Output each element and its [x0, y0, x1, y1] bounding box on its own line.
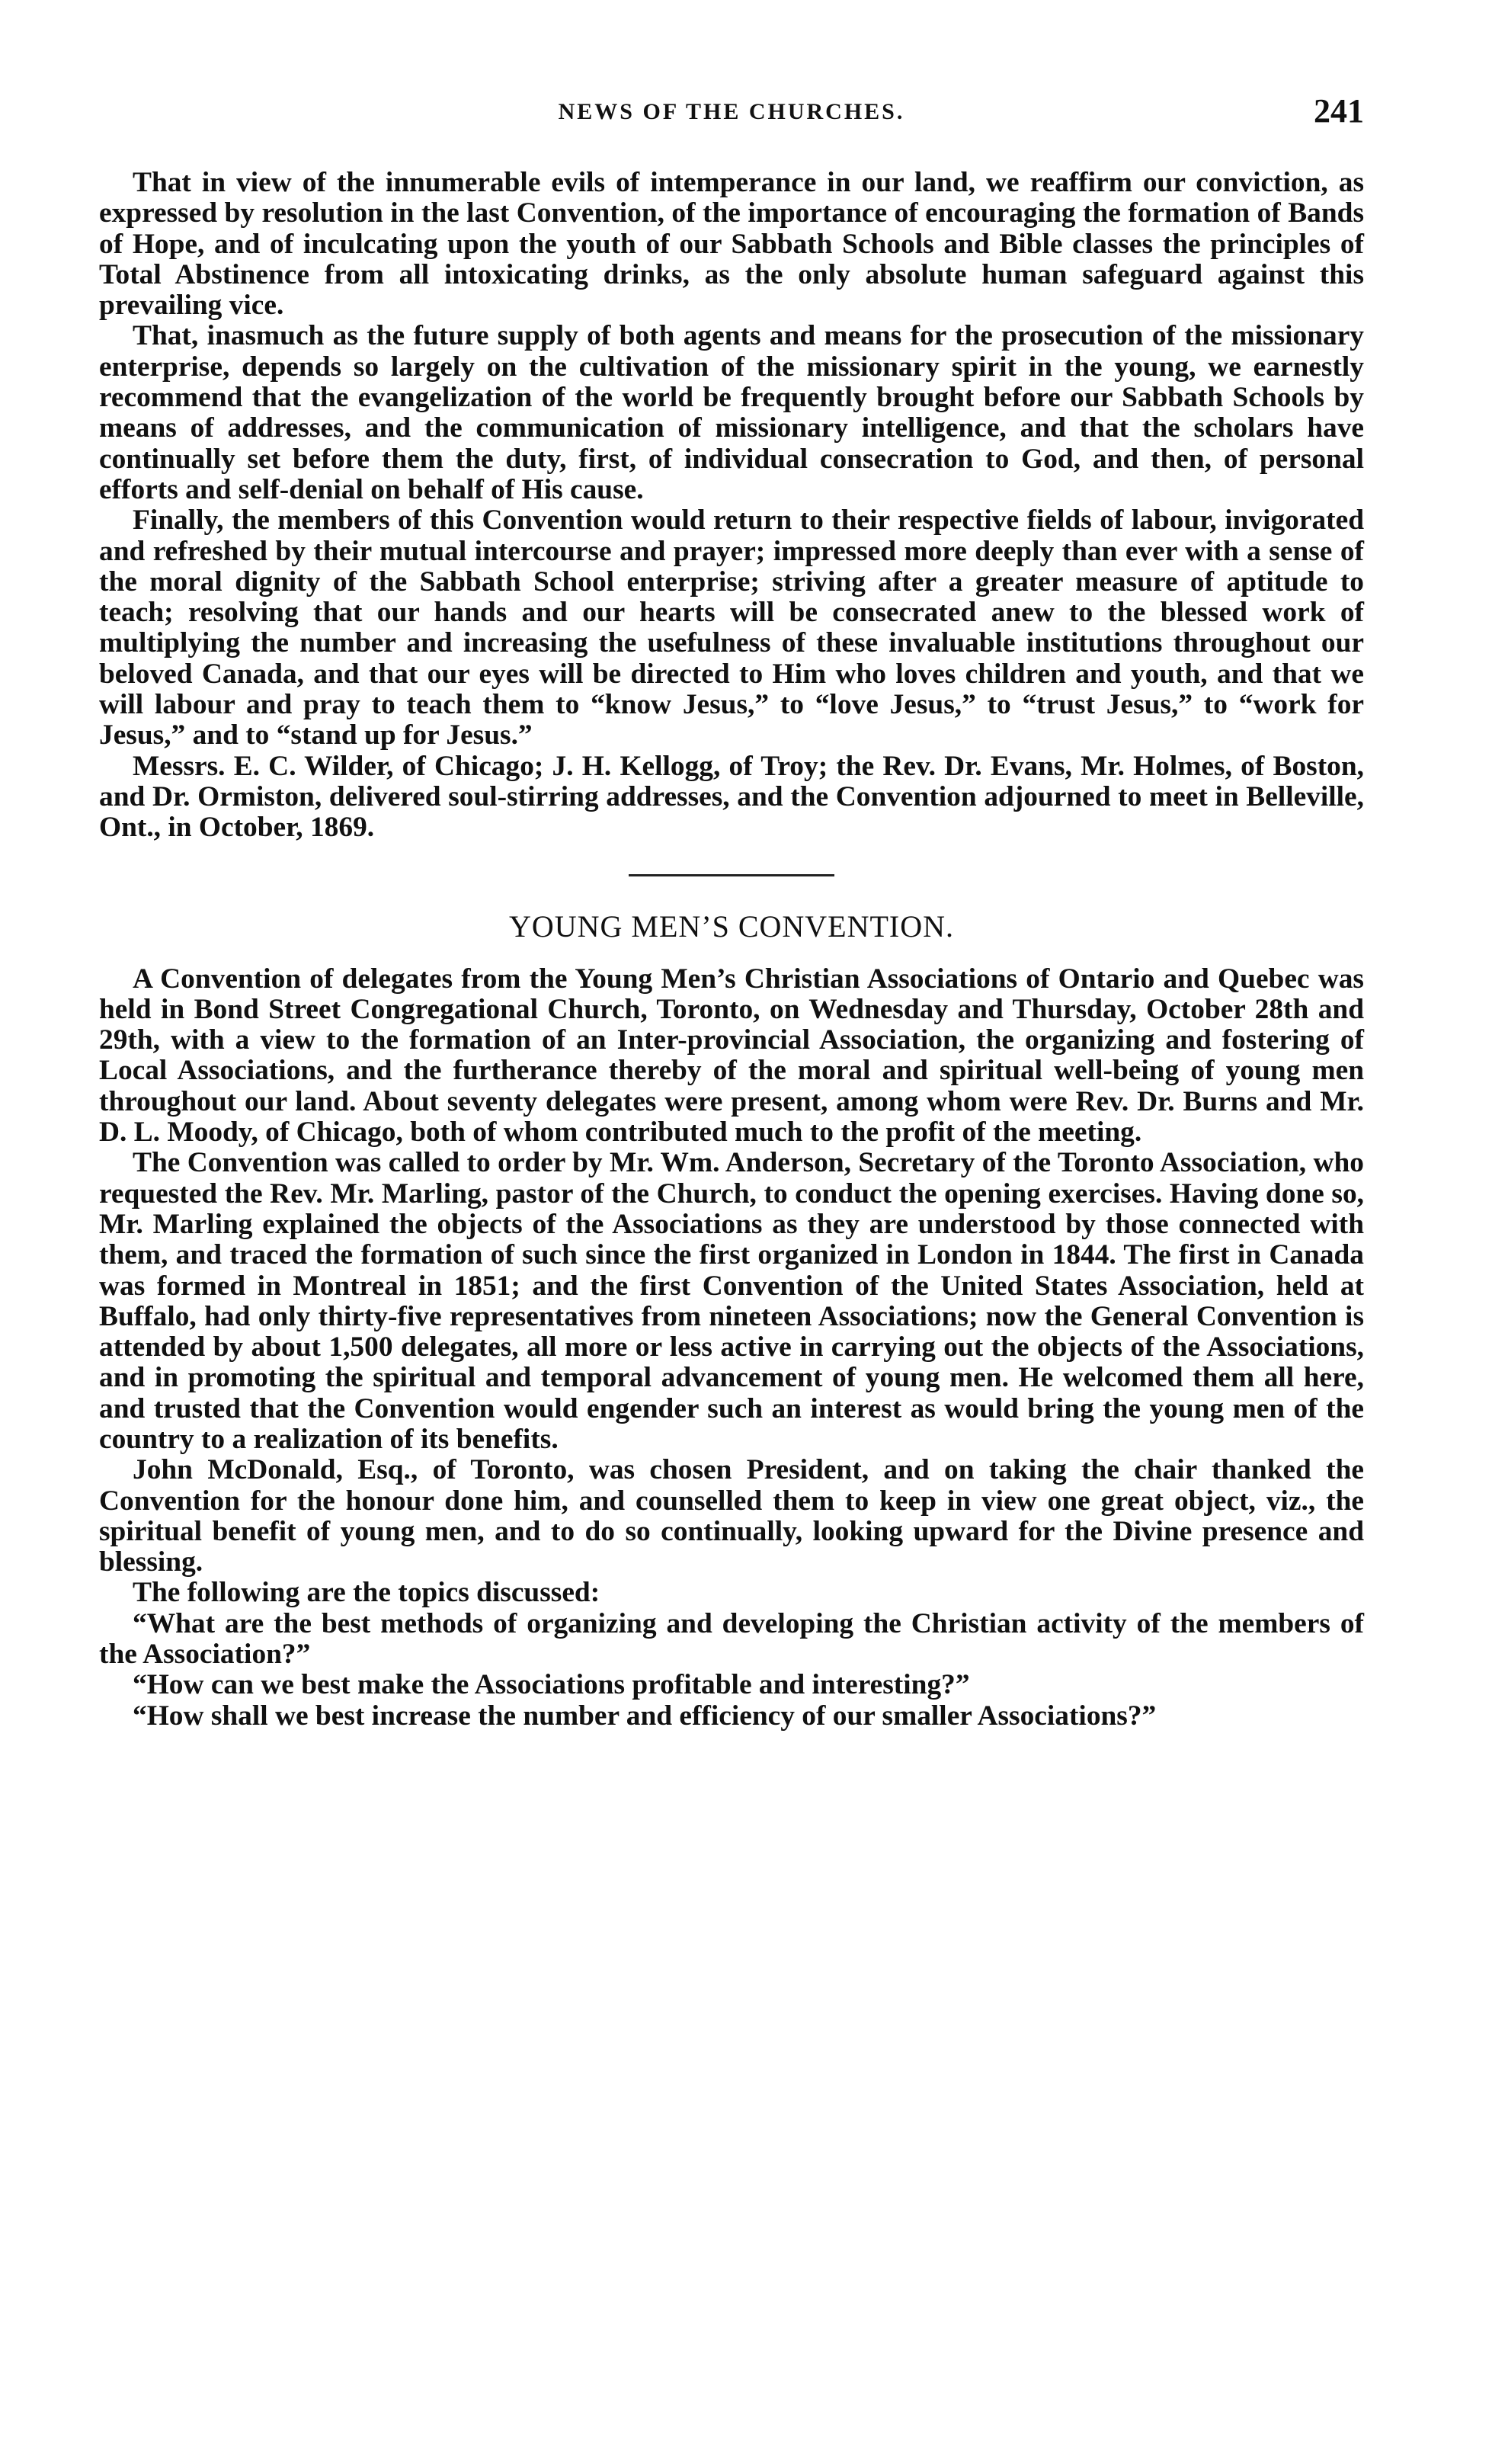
paragraph-addresses: Messrs. E. C. Wilder, of Chicago; J. H. Kellogg, of Troy; the Rev. Dr. Evans, Mr. Holmes, of Boston, and Dr. Ormiston, delivered soul-stirring addresses, and the Convention adjourned to meet in Belleville, Ont., in October, 1869. [99, 750, 1364, 844]
young-mens-convention-section [99, 908, 1364, 1732]
paragraph-finally-resolution: Finally, the members of this Convention would return to their respective fields of labour, invigorated and refreshed by their mutual intercourse and prayer; impressed more deeply than ever with a sense of the moral dignity of the Sabbath School enterprise; striving after a greater measure of aptitude to teach; resolving that our hands and our hearts will be consecrated anew to the blessed work of multiplying the number and increasing the usefulness of these invaluable institutions throughout our beloved Canada, and that our eyes will be directed to Him who loves children and youth, and that we will labour and pray to teach them to “know Jesus,” to “love Jesus,” to “trust Jesus,” to “work for Jesus,” and to “stand up for Jesus.” [99, 505, 1364, 751]
paragraph-convention-intro: A Convention of delegates from the Young Men’s Christian Associations of Ontario and Quebec was held in Bond Street Congregational Church, Toronto, on Wednesday and Thursday, October 28th and 29th, with a view to the formation of an Inter-provincial Association, the organizing and fostering of Local Associations, and the furtherance thereby of the moral and spiritual well-being of young men throughout our land. About seventy delegates were present, among whom were Rev. Dr. Burns and Mr. D. L. Moody, of Chicago, both of whom contributed much to the profit of the meeting. [99, 963, 1364, 1149]
page-number: 241 [1314, 92, 1364, 130]
paragraph-called-to-order: The Convention was called to order by Mr. Wm. Anderson, Secretary of the Toronto Association, who requested the Rev. Mr. Marling, pastor of the Church, to conduct the opening exercises. Having done so, Mr. Marling explained the objects of the Associations as they are understood by those connected with them, and traced the formation of such since the first organized in London in 1844. The first in Canada was formed in Montreal in 1851; and the first Convention of the United States Association, held at Buffalo, had only thirty-five representatives from nineteen Associations; now the General Convention is attended by about 1,500 delegates, all more or less active in carrying out the objects of the Associations, and in promoting the spiritual and temporal advancement of young men. He welcomed them all here, and trusted that the Convention would engender such an interest as would bring the young men of the country to a realization of its benefits. [99, 1147, 1364, 1455]
paragraph-missionary-resolution: That, inasmuch as the future supply of both agents and means for the prosecution of the missionary enterprise, depends so largely on the cultivation of the missionary spirit in the young, we earnestly recommend that the evangelization of the world be frequently brought before our Sabbath Schools by means of addresses, and the communication of missionary intelligence, and that the scholars have continually set before them the duty, first, of individual consecration to God, and then, of personal efforts and self-denial on behalf of His cause. [99, 320, 1364, 505]
paragraph-temperance-resolution: That in view of the innumerable evils of intemperance in our land, we reaffirm our conviction, as expressed by resolution in the last Convention, of the importance of encouraging the formation of Bands of Hope, and of inculcating upon the youth of our Sabbath Schools and Bible classes the principles of Total Abstinence from all intoxicating drinks, as the only absolute human safeguard against this prevailing vice. [99, 167, 1364, 322]
section-divider [629, 874, 834, 876]
paragraph-topic-1: “What are the best methods of organizing and developing the Christian activity of the members of the Association?” [99, 1607, 1364, 1671]
paragraph-topic-2: “How can we best make the Associations profitable and interesting?” [133, 1669, 970, 1701]
page [99, 91, 1364, 1732]
running-head [99, 91, 1364, 137]
paragraph-topics-intro: The following are the topics discussed: [133, 1577, 600, 1609]
paragraph-topic-3: “How shall we best increase the number and efficiency of our smaller Associations?” [133, 1700, 1157, 1732]
running-title: NEWS OF THE CHURCHES. [558, 99, 905, 124]
resolutions-section [99, 168, 1364, 844]
section-heading: YOUNG MEN’S CONVENTION. [508, 908, 955, 944]
paragraph-president: John McDonald, Esq., of Toronto, was chosen President, and on taking the chair thanked the Convention for the honour done him, and counselled them to keep in view one great object, viz., the spiritual benefit of young men, and to do so continually, looking upward for the Divine presence and blessing. [99, 1454, 1364, 1578]
